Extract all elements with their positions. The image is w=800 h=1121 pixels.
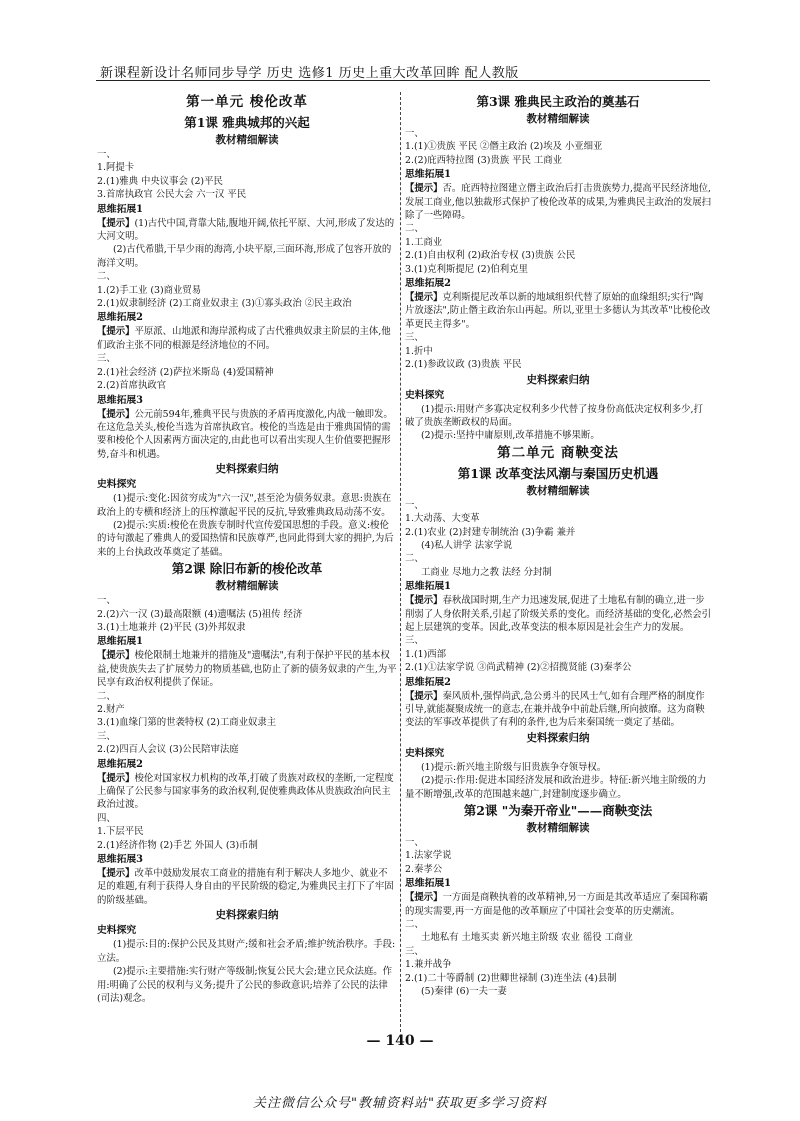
hint-paragraph (97, 867, 397, 907)
text-line: 1.阿提卡 (97, 162, 135, 174)
section-title: 教材精细解读 (215, 580, 279, 593)
text-line: 2.(1)自由权利 (2)政治专权 (3)贵族 公民 (405, 250, 576, 262)
hint-tag: 【提示】 (405, 292, 443, 304)
text-line: 一、 (405, 499, 424, 511)
text-line: 3.(1)血缘门第的世袭特权 (2)工商业奴隶主 (97, 717, 277, 729)
text-line: 三、 (97, 730, 116, 742)
text-line: 2.(2)庇西特拉图 (3)贵族 平民 工商业 (405, 154, 562, 166)
answer-paragraph: (2)提示:作用:促进本国经济发展和政治进步。特征:新兴地主阶级的力量不断增强,改革的范围越来越广,封建制度逐步确立。 (405, 775, 707, 800)
text-line: 一、 (97, 595, 116, 607)
hint-text: 梭伦对国家权力机构的改革,打破了贵族对政权的垄断,一定程度上确保了公民参与国家事务的政治权利,促使雅典政体从贵族政治向民主政治过渡。 (97, 772, 394, 811)
lesson-title: 第3课 雅典民主政治的奠基石 (476, 94, 640, 109)
subsection-title: 思维拓展3 (97, 394, 144, 406)
answer-paragraph: (1)提示:变化:因贫穷成为"六一汉",甚至沦为债务奴隶。意思:贵族在政治上的专横和经济上的压榨激起平民的反抗,导致雅典政局动荡不安。 (97, 493, 392, 518)
text-line: 1.(1)①贵族 平民 ②僭主政治 (2)埃及 小亚细亚 (405, 141, 603, 153)
text-line: 一、 (97, 149, 116, 160)
answer-paragraph: (1)提示:新兴地主阶级与旧贵族争夺领导权。 (420, 761, 607, 773)
hint-text: 改革中鼓励发展农工商业的措施有利于解决人多地少、就业不足的难题,有利于获得人身自由的平民阶级的稳定,为雅典民主打下了牢固的阶级基础。 (97, 868, 394, 906)
hint-tag: 【提示】 (405, 183, 443, 195)
hint-tag: 【提示】 (97, 650, 135, 662)
header-rule (96, 80, 710, 81)
subsection-title: 思维拓展2 (405, 278, 452, 290)
hint-text: 公元前594年,雅典平民与贵族的矛盾再度激化,内战一触即发。在这危急关头,梭伦当选为首席执政官。梭伦的当选是由于雅典国情的需要和梭伦个人因素两方面决定的,由此也可以看出实现人生价值要把握形势,奋斗和机遇。 (97, 408, 393, 460)
hint-text: 一方面是商鞅执着的改革精神,另一方面是其改革适应了秦国称霸的现实需要,再一方面是他的改革顺应了中国社会变革的历史潮流。 (405, 892, 708, 917)
hint-text: 否。庇西特拉图建立僭主政治后打击贵族势力,提高平民经济地位,发展工商业,他以独裁形式保护了梭伦改革的成果,为雅典民主政治的发展扫除了一些障碍。 (405, 183, 711, 222)
text-line: 二、 (97, 271, 116, 283)
hint-paragraph (97, 325, 397, 352)
subsection-title: 思维拓展2 (97, 312, 144, 324)
section-title: 史料探索归纳 (215, 463, 279, 476)
page-number: — 140 — (366, 1033, 434, 1049)
section-title: 史料探索归纳 (526, 731, 590, 744)
subsection-title: 思维拓展1 (97, 636, 144, 648)
text-line: 土地私有 土地买卖 新兴地主阶级 农业 徭役 工商业 (420, 932, 633, 944)
subsection-title: 史料探究 (97, 479, 137, 491)
unit-title: 第一单元 梭伦改革 (186, 94, 308, 110)
hint-paragraph: (2)古代希腊,干旱少雨的海湾,小块平原,三面环海,形成了包容开放的海洋文明。 (97, 244, 392, 269)
subsection-title: 思维拓展2 (97, 758, 144, 770)
text-line: 二、 (405, 919, 424, 931)
lesson-title: 第1课 改革变法风潮与秦国历史机遇 (457, 465, 659, 481)
lesson-title: 第2课 "为秦开帝业"——商鞅变法 (463, 803, 653, 819)
text-line: 3.首席执政官 公民大会 六一汉 平民 (97, 189, 247, 201)
text-line: 2.(1)社会经济 (2)萨拉米斯岛 (4)爱国精神 (97, 366, 274, 378)
text-line: 1.法家学说 (405, 850, 452, 862)
answer-paragraph: (1)提示:目的:保护公民及其财产;缓和社会矛盾;维护统治秩序。手段:立法。 (97, 939, 396, 964)
answer-paragraph: (1)提示:用财产多寡决定权利多少代替了按身份高低决定权利多少,打破了贵族垄断政权的局面。 (405, 403, 703, 428)
text-line: 1.兼并战争 (405, 959, 452, 971)
hint-tag: 【提示】 (97, 868, 135, 880)
hint-text: 春秋战国时期,生产力迅速发展,促进了土地私有制的确立,进一步削弱了人身依附关系,引起了阶级关系的变化。而经济基础的变化,必然会引起上层建筑的变革。因此,改革变法的根本原因是社会生产力的发展。 (405, 595, 711, 633)
section-title: 史料探索归纳 (215, 909, 279, 922)
hint-tag: 【提示】 (97, 217, 135, 229)
hint-text: 秦风质朴,强悍尚武,急公勇斗的民风士气,如有合理严格的制度作引导,就能凝聚成统一的意志,在兼并战争中前赴后继,所向披靡。这为商鞅变法的军事改革提供了有利的条件,也为后来秦国统一奠定了基础。 (405, 690, 705, 729)
text-line: 2.(1)雅典 中央议事会 (2)平民 (97, 175, 223, 187)
text-line: 1.大动荡、大变革 (405, 513, 480, 525)
text-line: 1.(2)手工业 (3)商业贸易 (97, 284, 202, 296)
text-line: 一、 (405, 128, 424, 139)
section-title: 教材精细解读 (526, 113, 590, 125)
answer-paragraph: (2)提示:实质:梭伦在贵族专制时代宣传爱国思想的手段。意义:梭伦的诗句激起了雅典人的爱国热情和民族尊严,也同此得到大家的拥护,为后来的上台执政改革奠定了基础。 (97, 519, 394, 558)
section-title: 教材精细解读 (526, 822, 590, 835)
right-column (405, 92, 711, 999)
text-line: 3.(1)克利斯提尼 (2)伯利克里 (405, 263, 528, 275)
text-line: 二、 (405, 553, 424, 565)
hint-text: 梭伦限制土地兼并的措施及"遗嘱法",有利于保护平民的基本权益,使贵族失去了扩展势力的物质基础,也防止了新的债务奴隶的产生,为平民享有政治权利提供了保证。 (97, 650, 397, 689)
subsection-title: 史料探究 (97, 925, 137, 937)
hint-paragraph (97, 217, 397, 244)
hint-paragraph (405, 182, 711, 222)
text-line: 2.(1)经济作物 (2)手艺 外国人 (3)币制 (97, 839, 258, 851)
subsection-title: 思维拓展1 (405, 878, 452, 890)
subsection-title: 思维拓展1 (405, 581, 452, 593)
footer-note: 关注微信公众号"教辅资料站"获取更多学习资料 (253, 1096, 547, 1111)
hint-text: 克利斯提尼改革以新的地域组织代替了原始的血缘组织;实行"陶片放逐法",防止僭主政治东山再起。所以,亚里士多德认为其改革"比梭伦改革更民主得多"。 (405, 292, 711, 330)
hint-paragraph (405, 891, 711, 918)
text-line: 四、 (97, 812, 116, 824)
subsection-title: 史料探究 (405, 389, 445, 401)
hint-paragraph (405, 690, 711, 730)
text-line: 2.秦孝公 (405, 863, 443, 875)
hint-text: 平原派、山地派和海岸派构成了古代雅典奴隶主阶层的主体,他们政治主张不同的根源是经济地位的不同。 (97, 326, 391, 351)
hint-tag: 【提示】 (97, 408, 135, 420)
text-line: 2.(2)首席执政官 (97, 380, 167, 392)
column-divider (400, 92, 401, 1032)
section-title: 教材精细解读 (215, 134, 279, 146)
hint-paragraph (97, 772, 397, 812)
text-line: 工商业 尽地力之教 法经 分封制 (420, 566, 552, 578)
hint-paragraph (405, 594, 711, 634)
hint-tag: 【提示】 (405, 690, 443, 702)
text-line: 1.工商业 (405, 236, 443, 248)
text-line: 三、 (405, 635, 424, 647)
text-line: 三、 (405, 945, 424, 957)
subsection-title: 思维拓展3 (97, 854, 144, 866)
text-line: 三、 (97, 353, 116, 365)
subsection-title: 思维拓展1 (405, 169, 452, 181)
hint-tag: 【提示】 (97, 772, 135, 784)
text-line: 1.下层平民 (97, 826, 144, 838)
lesson-title: 第1课 雅典城邦的兴起 (184, 115, 310, 130)
hint-paragraph (97, 649, 397, 689)
answer-paragraph: (2)提示:主要措施:实行财产等级制;恢复公民大会;建立民众法庭。作用:明确了公民的权利与义务;提升了公民的参政意识;培养了公民的法律(司法)观念。 (97, 966, 393, 1004)
text-line: 二、 (97, 690, 116, 702)
text-line: 2.财产 (97, 704, 125, 715)
section-title: 史料探索归纳 (526, 373, 590, 386)
text-line: (5)秦律 (6)一夫一妻 (420, 986, 507, 998)
lesson-title: 第2课 除旧布新的梭伦改革 (171, 561, 323, 577)
text-line: 一、 (405, 837, 424, 849)
unit-title: 第二单元 商鞅变法 (497, 444, 619, 461)
subsection-title: 思维拓展1 (97, 203, 144, 215)
text-line: 1.(1)西部 (405, 648, 446, 660)
text-line: 2.(2)六一汉 (3)最高限额 (4)遗嘱法 (5)祖传 经济 (97, 608, 303, 620)
text-line: 2.(1)参政议政 (3)贵族 平民 (405, 359, 522, 371)
text-line: 2.(1)奴隶制经济 (2)工商业奴隶主 (3)①寡头政治 ②民主政治 (97, 298, 352, 310)
hint-paragraph (405, 291, 711, 331)
hint-text: (1)古代中国,背靠大陆,腹地开阔,依托平原、大河,形成了发达的大河文明。 (97, 217, 395, 243)
left-column (97, 92, 397, 1005)
text-line: 2.(1)①法家学说 ③尚武精神 (2)②招揽贤能 (3)秦孝公 (405, 662, 632, 674)
hint-paragraph (97, 408, 397, 462)
text-line: 2.(1)农业 (2)封建专制统治 (3)争霸 兼并 (405, 526, 576, 538)
text-line: (4)私人讲学 法家学说 (420, 539, 513, 551)
subsection-title: 史料探究 (405, 747, 445, 759)
answer-paragraph: (2)提示:坚持中庸原则,改革措施不够果断。 (420, 430, 600, 442)
subsection-title: 思维拓展2 (405, 676, 452, 688)
text-line: 2.(1)二十等爵制 (2)世卿世禄制 (3)连坐法 (4)县制 (405, 972, 617, 984)
text-line: 3.(1)土地兼并 (2)平民 (3)外邦奴隶 (97, 621, 246, 633)
section-title: 教材精细解读 (526, 484, 590, 497)
hint-tag: 【提示】 (97, 326, 135, 338)
text-line: 三、 (405, 332, 424, 344)
hint-tag: 【提示】 (405, 595, 443, 607)
text-line: 2.(2)四百人会议 (3)公民陪审法庭 (97, 744, 239, 756)
page-header: 新课程新设计名师同步导学 历史 选修1 历史上重大改革回眸 配人教版 (100, 66, 519, 81)
hint-tag: 【提示】 (405, 892, 443, 904)
text-line: 二、 (405, 223, 424, 235)
text-line: 1.折中 (405, 345, 433, 357)
